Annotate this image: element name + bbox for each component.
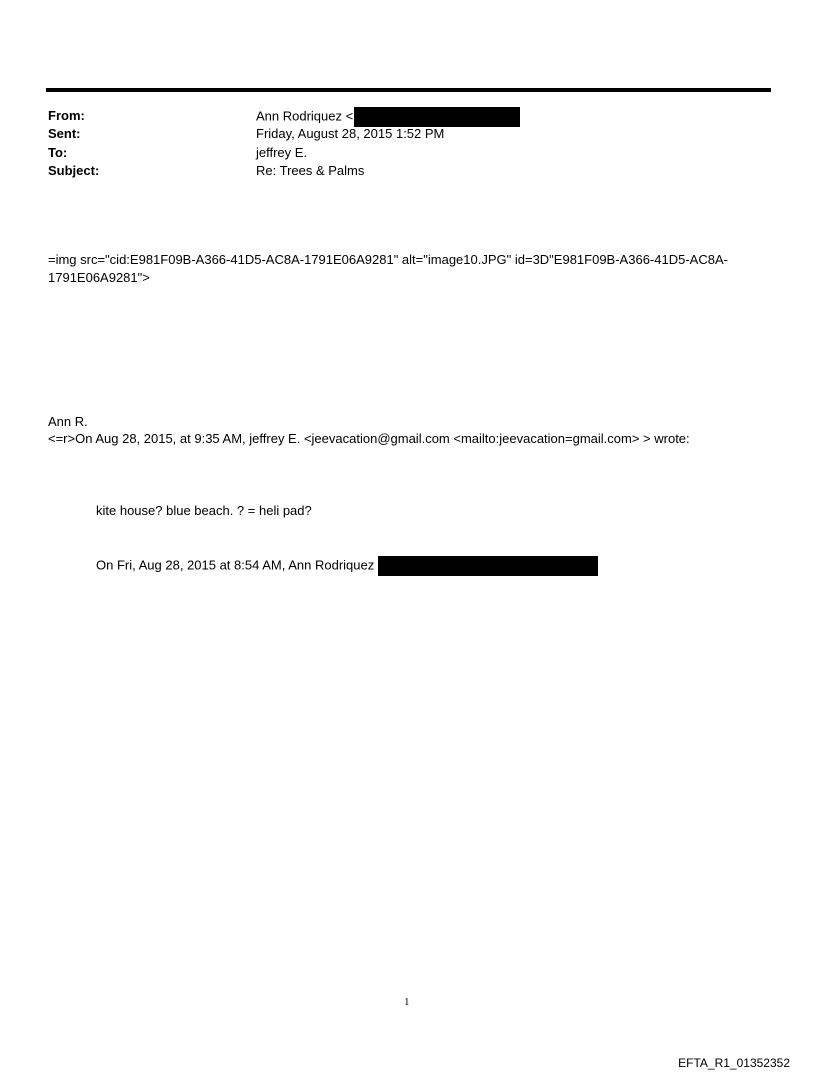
- earlier-message-header: [96, 556, 598, 576]
- from-name: Ann Rodriquez <: [256, 108, 354, 124]
- subject-value: Re: Trees & Palms: [256, 163, 365, 178]
- earlier-header-text: On Fri, Aug 28, 2015 at 8:54 AM, Ann Rodriquez: [96, 557, 375, 573]
- sent-value: Friday, August 28, 2015 1:52 PM: [256, 126, 445, 141]
- img-markup-line-1: =img src="cid:E981F09B-A366-41D5-AC8A-1791E06A9281" alt="image10.JPG" id=3D"E981F09B-A366-41D5-AC8A-: [48, 252, 728, 267]
- to-value: jeffrey E.: [256, 145, 308, 160]
- document-id: EFTA_R1_01352352: [678, 1056, 790, 1070]
- subject-label: Subject:: [48, 163, 100, 178]
- sent-label: Sent:: [48, 126, 81, 141]
- to-label: To:: [48, 145, 68, 160]
- redaction-box: [354, 107, 520, 127]
- from-label: From:: [48, 108, 85, 123]
- from-value: [256, 107, 520, 127]
- redaction-box: [378, 556, 598, 576]
- img-markup-line-2: 1791E06A9281">: [48, 270, 150, 285]
- signature: Ann R.: [48, 414, 88, 429]
- header-rule: [46, 88, 771, 92]
- quote-header: <=r>On Aug 28, 2015, at 9:35 AM, jeffrey E. <jeevacation@gmail.com <mailto:jeevacation=gmail.com> > wrote:: [48, 431, 690, 446]
- reply-text: kite house? blue beach. ? = heli pad?: [96, 503, 312, 518]
- page-number: 1: [404, 996, 410, 1008]
